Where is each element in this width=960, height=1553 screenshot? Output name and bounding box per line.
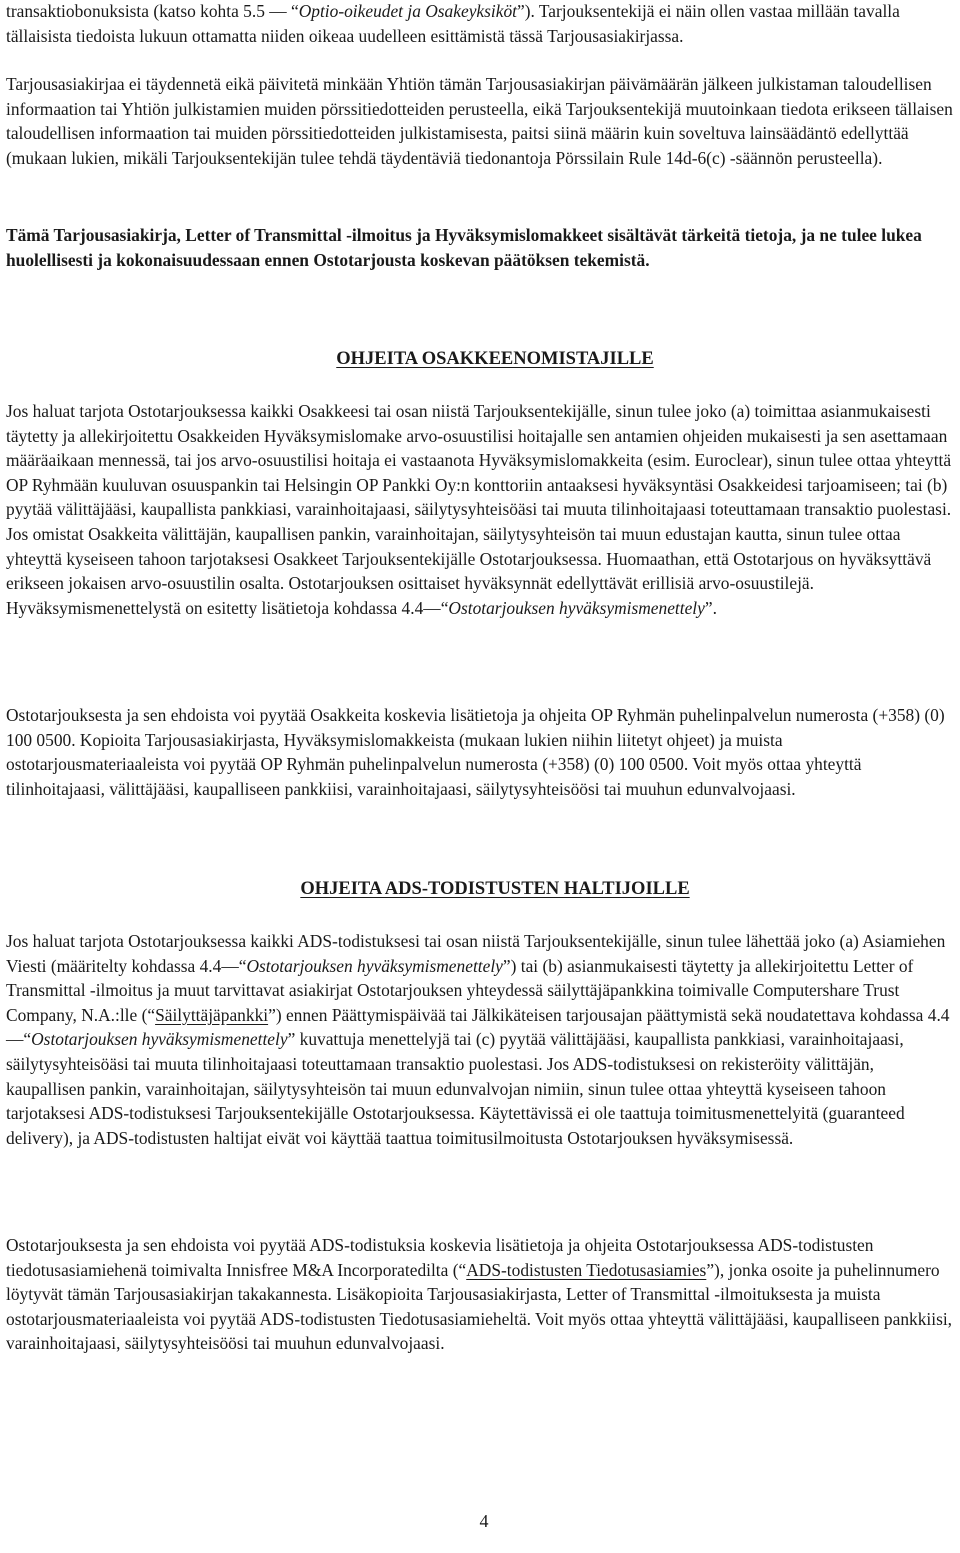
defined-term-information-agent: ADS-todistusten Tiedotusasiamies [466, 1259, 707, 1280]
text-segment: ”. [704, 597, 717, 618]
paragraph-shareholder-instructions [6, 399, 956, 620]
paragraph-intro [6, 0, 956, 48]
text-segment: ”) ennen Päättymispäivää tai Jälkikäteisen tarjousajan päättymistä sekä noudatettava kohdassa 4.4—“ [6, 1004, 950, 1050]
italic-reference: Optio-oikeudet ja Osakeyksiköt [298, 1, 517, 21]
paragraph-ads-instructions [6, 929, 956, 1150]
defined-term-depositary: Säilyttäjäpankki [155, 1004, 269, 1025]
text-segment: ”) tai (b) asianmukaisesti täytetty ja allekirjoitettu Letter of Transmittal -ilmoitus ja muut tarvittavat asiakirjat Ostotarjouksen yhteydessä säilyttäjäpankkina toimivalle Computershare Trust Company, N.A.:lle (“ [6, 955, 914, 1025]
text-segment: ”). Tarjouksentekijä ei näin ollen vastaa millään tavalla tällaisista tiedoista lukuun ottamatta niiden oikeaa uudelleen esittämistä tässä Tarjousasiakirjassa. [6, 1, 900, 46]
text-segment: Jos haluat tarjota Ostotarjouksessa kaikki ADS-todistuksesi tai osan niistä Tarjouksentekijälle, sinun tulee lähettää joko (a) Asiamiehen Viesti (määritelty kohdassa 4.4—“ [6, 931, 946, 976]
text-segment: transaktiobonuksista (katso kohta 5.5 — “ [6, 1, 299, 21]
text-segment: ”), jonka osoite ja puhelinnumero löytyvät tämän Tarjousasiakirjan takakannesta. Lisäkopioita Tarjousasiakirjasta, Letter of Transmittal -ilmoituksesta ja muista ostotarjousmateriaaleista voi pyytää ADS-todistusten Tiedotusasiamieheltä. Voit myös ottaa yhteyttä välittäjääsi, kaupalliseen pankkiisi, varainhoitajaasi, säilytysyhteisöösi tai muuhun edunvalvojaasi. [6, 1259, 953, 1354]
text-segment: Ostotarjouksesta ja sen ehdoista voi pyytää ADS-todistuksia koskevia lisätietoja ja ohjeita Ostotarjouksessa ADS-todistusten tiedotusasiamiehenä toimivalta Innisfree M&A Incorporatedilta (“ [6, 1235, 874, 1280]
heading-shareholder-instructions: OHJEITA OSAKKEENOMISTAJILLE [336, 349, 654, 369]
italic-reference: Ostotarjouksen hyväksymismenettely [448, 597, 705, 618]
italic-reference: Ostotarjouksen hyväksymismenettely [246, 955, 503, 976]
italic-reference: Ostotarjouksen hyväksymismenettely [31, 1029, 288, 1050]
heading-ads-holder-instructions: OHJEITA ADS-TODISTUSTEN HALTIJOILLE [300, 879, 690, 899]
page-number: 4 [479, 1511, 489, 1531]
paragraph-important-notice: Tämä Tarjousasiakirja, Letter of Transmittal -ilmoitus ja Hyväksymislomakkeet sisältävät tärkeitä tietoja, ja ne tulee lukea huolellisesti ja kokonaisuudessaan ennen Ostotarjousta koskevan päätöksen tekemistä. [6, 225, 922, 270]
paragraph-shareholder-contact: Ostotarjouksesta ja sen ehdoista voi pyytää Osakkeita koskevia lisätietoja ja ohjeita OP Ryhmän puhelinpalvelun numerosta (+358) (0) 100 0500. Kopioita Tarjousasiakirjasta, Hyväksymislomakkeista (mukaan lukien niihin liitetyt ohjeet) ja muista ostotarjousmateriaaleista voi pyytää OP Ryhmän puhelinpalvelun numerosta (+358) (0) 100 0500. Voit myös ottaa yhteyttä tilinhoitajaasi, välittäjääsi, kaupalliseen pankkiisi, varainhoitajaasi, säilytysyhteisöösi tai muuhun edunvalvojaasi. [6, 705, 945, 799]
paragraph-ads-contact [6, 1233, 956, 1356]
paragraph-no-updates: Tarjousasiakirjaa ei täydennetä eikä päivitetä minkään Yhtiön tämän Tarjousasiakirjan päivämäärän jälkeen julkistaman taloudellisen informaation tai Yhtiön julkistamien muiden pörssitiedotteiden perusteella, eikä Tarjouksentekijä muutoinkaan tiedota erikseen tällaisen taloudellisen informaation tai muiden pörssitiedotteiden julkistamisesta, paitsi siinä määrin kuin soveltuva lainsäädäntö edellyttää (mukaan lukien, mikäli Tarjouksentekijän tulee tehdä täydentäviä tiedonantoja Pörssilain Rule 14d-6(c) -säännön perusteella). [6, 74, 953, 168]
text-segment: Jos haluat tarjota Ostotarjouksessa kaikki Osakkeesi tai osan niistä Tarjouksentekijälle, sinun tulee joko (a) toimittaa asianmukaisesti täytetty ja allekirjoitettu Osakkeiden Hyväksymislomake arvo-osuustilisi hoitajalle sen antamien ohjeiden mukaisesti ja sen asettamaan määräaikaan mennessä, tai jos arvo-osuustilisi hoitaja ei vastaanota Hyväksymislomakkeita (esim. Euroclear), sinun tulee ottaa yhteyttä OP Ryhmään kuuluvan osuuspankin tai Helsingin OP Pankki Oy:n konttoriin antaaksesi hyväksyntäsi Osakkeidesi tarjoamiseen; tai (b) pyytää välittäjääsi, kaupallista pankkiasi, varainhoitajaasi, säilytysyhteisöäsi tai muuta tilinhoitajaasi toteuttamaan transaktio puolestasi. Jos omistat Osakkeita välittäjän, kaupallisen pankin, varainhoitajan, säilytysyhteisön tai muun edustajan kautta, sinun tulee ottaa yhteyttä kyseiseen tahoon tarjotaksesi Osakkeet Tarjouksentekijälle Ostotarjouksessa. Huomaathan, että Ostotarjous on hyväksyttävä erikseen jokaisen arvo-osuustilin osalta. Ostotarjouksen osittaiset hyväksynnät edellyttävät erillisiä arvo-osuustilejä. Hyväksymismenettelystä on esitetty lisätietoja kohdassa 4.4—“ [6, 401, 952, 618]
text-segment: ” kuvattuja menettelyjä tai (c) pyytää välittäjääsi, kaupallista pankkiasi, varainhoitajaasi, säilytysyhteisöäsi tai muuta tilinhoitajaasi toteuttamaan transaktio puolestasi. Jos ADS-todistuksesi on rekisteröity välittäjän, kaupallisen pankin, varainhoitajan, säilytysyhteisön tai muun edunvalvojan nimiin, sinun tulee ottaa yhteyttä kyseiseen tahoon tarjotaksesi ADS-todistuksesi Tarjouksentekijälle Ostotarjouksessa. Käytettävissä ei ole taattuja toimitusmenettelyitä (guaranteed delivery), ja ADS-todistusten haltijat eivät voi käyttää taattua toimitusilmoitusta Ostotarjouksen hyväksymisessä. [6, 1029, 905, 1148]
